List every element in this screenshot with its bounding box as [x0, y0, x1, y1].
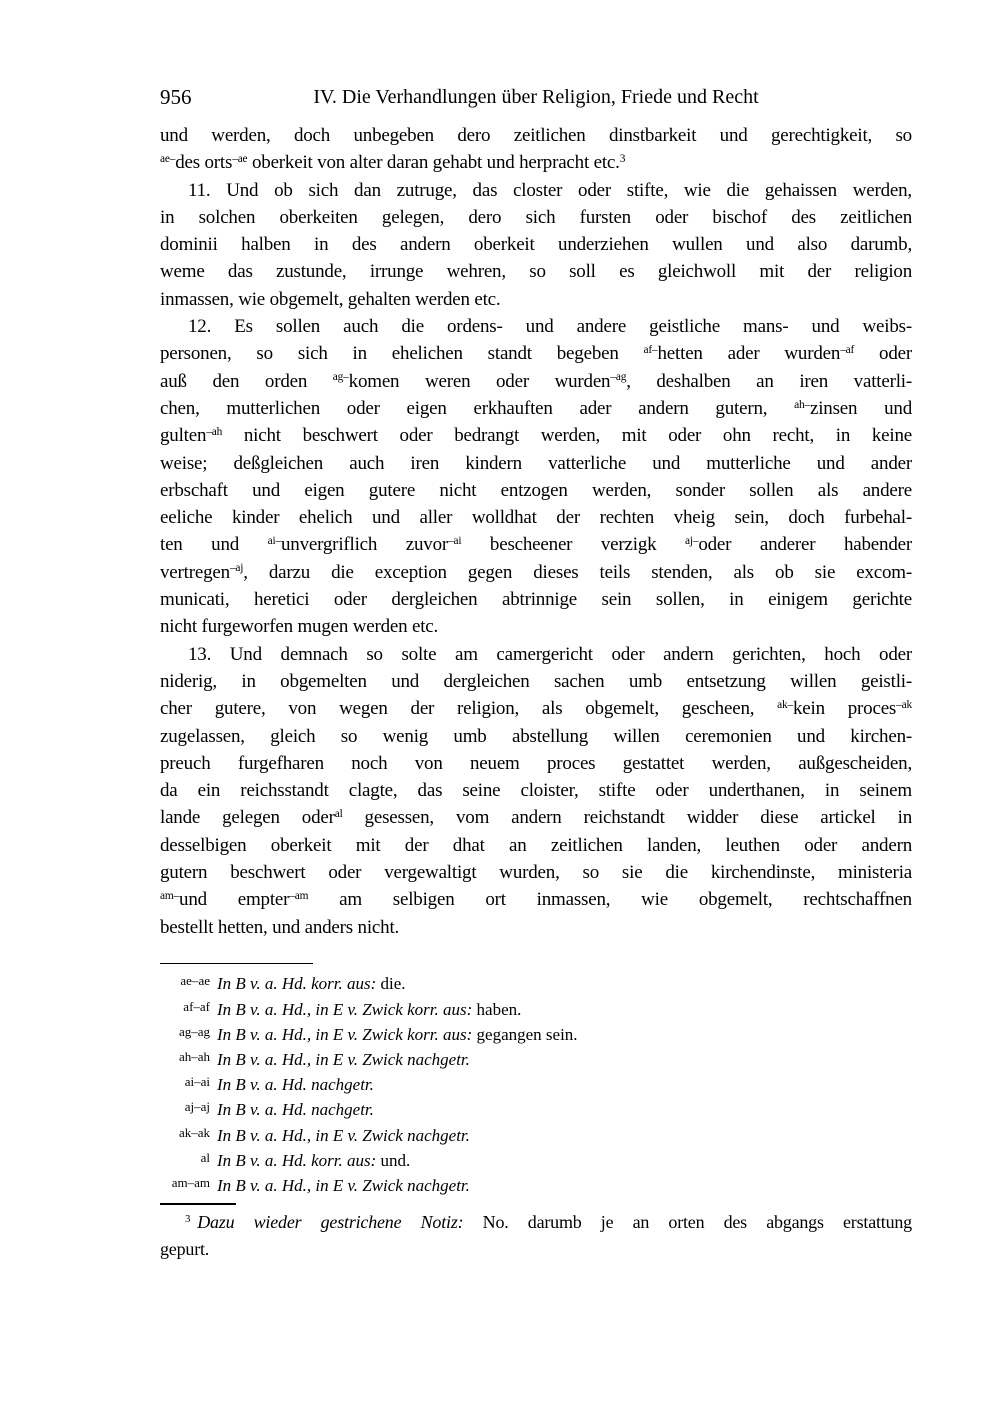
apparatus-siglum: ah–ah	[178, 1048, 210, 1064]
text-run: gutern beschwert oder vergewaltigt wurden, so sie die kirchendinste, ministeria	[160, 862, 912, 884]
text-run: oder	[854, 343, 912, 365]
text-run: vertregen	[160, 561, 230, 583]
text-run: nicht beschwert oder bedrangt werden, mit oder ohn recht, in keine	[222, 425, 912, 447]
body-text-line	[160, 149, 912, 176]
apparatus-marker: aj–	[685, 535, 699, 548]
body-text-line	[160, 750, 912, 777]
footnote-line	[160, 1209, 912, 1236]
text-run: eeliche kinder ehelich und aller wolldhat der rechten vheig sein, doch furbehal-	[160, 507, 912, 529]
text-run: 12. Es sollen auch die ordens- und andere geistliche mans- und weibs-	[188, 316, 912, 338]
italic-text-run: In B v. a. Hd., in E v. Zwick korr. aus:	[217, 999, 473, 1019]
body-text-line	[160, 122, 912, 149]
text-run: die.	[376, 974, 406, 994]
text-run: 11. Und ob sich dan zutruge, das closter oder stifte, wie die gehaissen werden,	[188, 179, 912, 201]
text-run: 13. Und demnach so solte am camergericht oder andern gerichten, hoch oder	[188, 643, 912, 665]
apparatus-marker: ah–	[794, 398, 810, 411]
body-text-line	[160, 559, 912, 586]
italic-text-run: In B v. a. Hd., in E v. Zwick nachgetr.	[217, 1125, 470, 1145]
body-text-line	[160, 777, 912, 804]
text-run: und.	[376, 1150, 411, 1170]
body-text-line	[160, 504, 912, 531]
body-text-line	[160, 641, 912, 668]
footnote-line	[160, 1236, 912, 1263]
body-text-line	[160, 422, 912, 449]
apparatus-marker: 3	[185, 1212, 191, 1225]
apparatus-entry	[160, 1148, 912, 1173]
apparatus-marker: al	[334, 808, 343, 821]
apparatus-entry	[160, 1047, 912, 1072]
apparatus-entry	[160, 997, 912, 1022]
apparatus-siglum: ag–ag	[178, 1023, 210, 1039]
text-run: chen, mutterlichen oder eigen erkhauften ader andern gutern,	[160, 397, 795, 419]
text-run: kein proces	[793, 698, 897, 720]
body-text	[160, 122, 912, 941]
page-number: 956	[160, 85, 192, 109]
text-run: , deshalben an iren vatterli-	[626, 370, 912, 392]
text-run: desselbigen oberkeit mit der dhat an zeitlichen landen, leuthen oder andern	[160, 834, 912, 856]
text-run: lande gelegen oder	[160, 807, 335, 829]
text-run: ten und	[160, 534, 268, 556]
body-text-line	[160, 286, 912, 313]
text-run: personen, so sich in ehelichen standt begeben	[160, 343, 644, 365]
text-run: preuch furgefharen noch von neuem proces gestattet werden, außgescheiden,	[160, 752, 912, 774]
body-text-line	[160, 368, 912, 395]
text-run: haben.	[472, 999, 522, 1019]
body-text-line	[160, 804, 912, 831]
italic-text-run: In B v. a. Hd., in E v. Zwick nachgetr.	[217, 1049, 470, 1069]
body-text-line	[160, 531, 912, 558]
italic-text-run: In B v. a. Hd. korr. aus:	[217, 974, 377, 994]
text-run: cher gutere, von wegen der religion, als obgemelt, gescheen,	[160, 698, 778, 720]
apparatus-marker: ag–	[332, 371, 349, 384]
apparatus-siglum: al	[200, 1149, 210, 1165]
text-run: zugelassen, gleich so wenig umb abstellung willen ceremonien und kirchen-	[160, 725, 912, 747]
body-text-line	[160, 258, 912, 285]
apparatus-marker: am–	[160, 890, 180, 903]
body-text-line	[160, 477, 912, 504]
apparatus-entry	[160, 1097, 912, 1122]
body-text-line	[160, 340, 912, 367]
text-run: erbschaft und eigen gutere nicht entzogen werden, sonder sollen als andere	[160, 479, 912, 501]
apparatus-entry	[160, 1072, 912, 1097]
text-run: weise; deßgleichen auch iren kindern vatterliche und mutterliche und ander	[160, 452, 912, 474]
apparatus-marker: 3	[619, 153, 626, 166]
text-run: gepurt.	[160, 1238, 210, 1259]
body-text-line	[160, 231, 912, 258]
apparatus-siglum: ae–ae	[180, 973, 210, 989]
text-run: und empter	[179, 889, 290, 911]
apparatus-siglum: am–am	[171, 1174, 210, 1190]
apparatus-marker: –ae	[232, 153, 248, 166]
text-run: No. darumb je an orten des abgangs erstattung	[463, 1211, 912, 1232]
apparatus-marker: ak–	[777, 698, 793, 711]
italic-text-run: Dazu wieder gestrichene Notiz:	[197, 1211, 464, 1232]
running-title: IV. Die Verhandlungen über Religion, Friede und Recht	[313, 86, 759, 108]
text-run: , darzu die exception gegen dieses teils stenden, als ob sie excom-	[243, 561, 912, 583]
text-run: bescheener verzigk	[461, 534, 685, 556]
apparatus-entry	[160, 1173, 912, 1198]
apparatus-marker: –ai	[448, 535, 462, 548]
apparatus-entry	[160, 1123, 912, 1148]
italic-text-run: In B v. a. Hd. nachgetr.	[217, 1075, 374, 1095]
body-text-line	[160, 723, 912, 750]
body-text-line	[160, 613, 912, 640]
text-run: gegangen sein.	[472, 1024, 578, 1044]
body-text-line	[160, 450, 912, 477]
apparatus-marker: ae–	[160, 153, 176, 166]
apparatus-entry	[160, 1022, 912, 1047]
text-run: oder anderer habender	[698, 534, 912, 556]
text-run: komen weren oder wurden	[348, 370, 611, 392]
apparatus-marker: –ag	[610, 371, 627, 384]
body-text-line	[160, 204, 912, 231]
apparatus-marker: –af	[840, 344, 855, 357]
text-run: unvergriflich zuvor	[280, 534, 449, 556]
running-header	[160, 84, 912, 110]
italic-text-run: In B v. a. Hd. nachgetr.	[217, 1100, 374, 1120]
text-run: municati, heretici oder dergleichen abtrinnige sein sollen, in einigem gerichte	[160, 589, 912, 611]
apparatus-divider-rule	[160, 963, 313, 965]
body-text-line	[160, 859, 912, 886]
italic-text-run: In B v. a. Hd., in E v. Zwick nachgetr.	[217, 1175, 470, 1195]
critical-apparatus	[160, 971, 912, 1198]
text-run: gulten	[160, 425, 207, 447]
body-text-line	[160, 177, 912, 204]
text-run: inmassen, wie obgemelt, gehalten werden etc.	[160, 288, 501, 310]
body-text-line	[160, 313, 912, 340]
apparatus-siglum: ai–ai	[184, 1074, 210, 1090]
text-run: auß den orden	[160, 370, 333, 392]
text-run: gesessen, vom andern reichstandt widder diese artickel in	[342, 807, 912, 829]
body-text-line	[160, 914, 912, 941]
italic-text-run: In B v. a. Hd., in E v. Zwick korr. aus:	[217, 1024, 473, 1044]
body-text-line	[160, 668, 912, 695]
body-text-line	[160, 695, 912, 722]
italic-text-run: In B v. a. Hd. korr. aus:	[217, 1150, 377, 1170]
text-run: am selbigen ort inmassen, wie obgemelt, rechtschaffnen	[308, 889, 912, 911]
footnotes	[160, 1209, 912, 1263]
apparatus-marker: –aj	[229, 562, 244, 575]
text-run: zinsen und	[809, 397, 912, 419]
text-run: niderig, in obgemelten und dergleichen sachen umb entsetzung willen geistli-	[160, 670, 912, 692]
apparatus-marker: –ak	[896, 698, 912, 711]
apparatus-siglum: af–af	[183, 998, 210, 1014]
text-run: und werden, doch unbegeben dero zeitlichen dinstbarkeit und gerechtigkeit, so	[160, 125, 912, 146]
text-run: nicht furgeworfen mugen werden etc.	[160, 616, 439, 638]
apparatus-siglum: ak–ak	[178, 1124, 210, 1140]
text-run: da ein reichsstandt clagte, das seine cloister, stifte oder underthanen, in seinem	[160, 780, 912, 802]
text-run: weme das zustunde, irrunge wehren, so soll es gleichwoll mit der religion	[160, 261, 912, 283]
footnote-divider-rule	[160, 1203, 236, 1205]
text-run: in solchen oberkeiten gelegen, dero sich fursten oder bischof des zeitlichen	[160, 206, 912, 228]
body-text-line	[160, 832, 912, 859]
text-run: des orts	[175, 152, 233, 174]
body-text-line	[160, 586, 912, 613]
body-text-line	[160, 395, 912, 422]
text-run: dominii halben in des andern oberkeit underziehen wullen und also darumb,	[160, 234, 912, 256]
apparatus-marker: ai–	[267, 535, 281, 548]
text-run: oberkeit von alter daran gehabt und herpracht etc.	[247, 152, 620, 174]
text-run: hetten ader wurden	[657, 343, 841, 365]
apparatus-marker: af–	[643, 344, 658, 357]
apparatus-siglum: aj–aj	[184, 1099, 210, 1115]
body-text-line	[160, 886, 912, 913]
apparatus-marker: –am	[289, 890, 309, 903]
text-run: bestellt hetten, und anders nicht.	[160, 916, 400, 938]
apparatus-marker: –ah	[206, 426, 223, 438]
apparatus-entry	[160, 971, 912, 996]
